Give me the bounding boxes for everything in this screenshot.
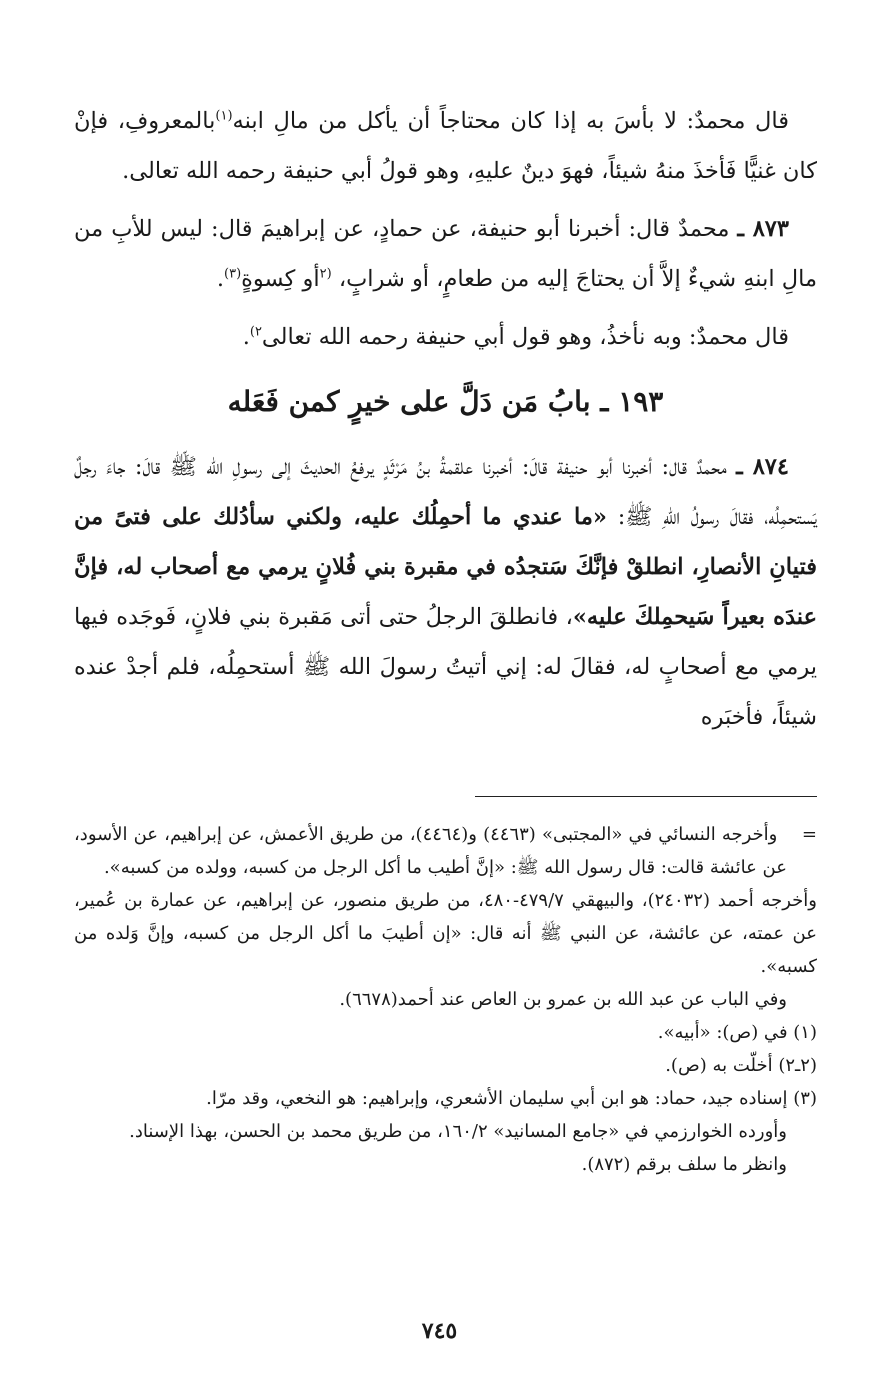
footnote-line: وفي الباب عن عبد الله بن عمرو بن العاص عند أحمد(٦٦٧٨). [339,989,787,1010]
footnotes [74,818,817,1181]
paragraph-commentary-2: قال محمدٌ: وبه نأخذُ، وهو قول أبي حنيفة رحمه الله تعالى$^{٢)}$. [242,324,789,350]
footnote-ref-2-open: (٢ [319,266,332,282]
hadith-number-873: ٨٧٣ ـ [737,216,789,242]
footnote-ref-1: (١) [215,108,233,124]
page-number: ٧٤٥ [421,1318,458,1344]
chapter-title: ١٩٣ ـ بابُ مَن دَلَّ على خيرٍ كمن فَعَله [227,385,664,418]
prophetic-saying: «ما عندي ما أحمِلُك عليه، ولكني سأدُلك على فتىً من فتيانِ الأنصارِ، انطلقْ فإنَّكَ سَتجدُه في مقبرة بني فُلانٍ يرمي مع أصحاب له، فإنَّ عندَه بعيراً سَيحمِلكَ عليه» [74,504,817,630]
footnote-line: وأخرجه أحمد (٢٤٠٣٢)، والبيهقي ٤٧٩/٧-٤٨٠، من طريق منصور، عن إبراهيم، عن عمارة بن عُمير، عن عمته، عن عائشة، عن النبي ﷺ أنه قال: «إن أطيبَ ما أكل الرجل من كسبه، وإنَّ وَلده من كسبه». [74,890,817,977]
hadith-873: ٨٧٣ ـ محمدٌ قال: أخبرنا أبو حنيفة، عن حمادٍ، عن إبراهيمَ قال: ليس للأبِ من مالِ ابنهِ شيءٌ إلاَّ أن يحتاجَ إليه من طعامٍ، أو شرابٍ، $^{(٢}$أو كِسوةٍ$^{(٣)}$. [74,216,817,292]
continuation-marker: = [801,824,817,845]
footnote-3: (٣) إسناده جيد، حماد: هو ابن أبي سليمان الأشعري، وإبراهيم: هو النخعي، وقد مرّا. [206,1088,817,1109]
footnote-continuation: = وأخرجه النسائي في «المجتبى» (٤٤٦٣) و(٤٤٦٤)، من طريق الأعمش، عن إبراهيم، عن الأسود، عن عائشة قالت: قال رسول الله ﷺ: «إنَّ أطيب ما أكل الرجل من كسبه، وولده من كسبه». [74,824,817,878]
footnote-1: (١) في (ص): «أبيه». [657,1022,817,1043]
footnote-separator [475,796,817,797]
footnote-ref-3: (٣) [224,266,242,282]
footnote-2: (٢ـ٢) أخلّت به (ص). [665,1055,817,1076]
footnote-3-reference: وانظر ما سلف برقم (٨٧٢). [581,1154,787,1175]
hadith-874: ٨٧٤ ـ محمدٌ قال: أخبرنا أبو حنيفة قالَ: أخبرنا علقمةُ بنُ مَرْثَدٍ يرفعُ الحديثَ إلى رسولِ الله ﷺ قالَ: جاءَ رجلٌ يَستحمِلُه، فقالَ رسولُ اللهِ ﷺ: «ما عندي ما أحمِلُك عليه، ولكني سأدُلك على فتىً من فتيانِ الأنصارِ، انطلقْ فإنَّكَ سَتجدُه في مقبرة بني فُلانٍ يرمي مع أصحاب له، فإنَّ عندَه بعيراً سَيحمِلكَ عليه»، فانطلقَ الرجلُ حتى أتى مَقبرة بني فلانٍ، فَوجَده فيها يرمي مع أصحابٍ له، فقالَ له: إني أتيتُ رسولَ الله ﷺ أستحمِلُه، فلم أجدْ عنده شيئاً، فأخبَره [74,454,817,730]
footnote-ref-2-close: ٢) [249,324,262,340]
hadith-number-874: ٨٧٤ ـ [736,454,789,480]
main-text [74,96,817,750]
paragraph-commentary-1: قال محمدٌ: لا بأسَ به إذا كان محتاجاً أن يأكل من مالِ ابنه$^{(١)}$بالمعروفِ، فإنْ كان غنيًّا فَأخذَ منهُ شيئاً، فهوَ دينٌ عليهِ، وهو قولُ أبي حنيفة رحمه الله تعالى. [74,108,817,184]
footnote-3-continued: وأورده الخوارزمي في «جامع المسانيد» ١٦٠/٢، من طريق محمد بن الحسن، بهذا الإسناد. [129,1121,787,1142]
